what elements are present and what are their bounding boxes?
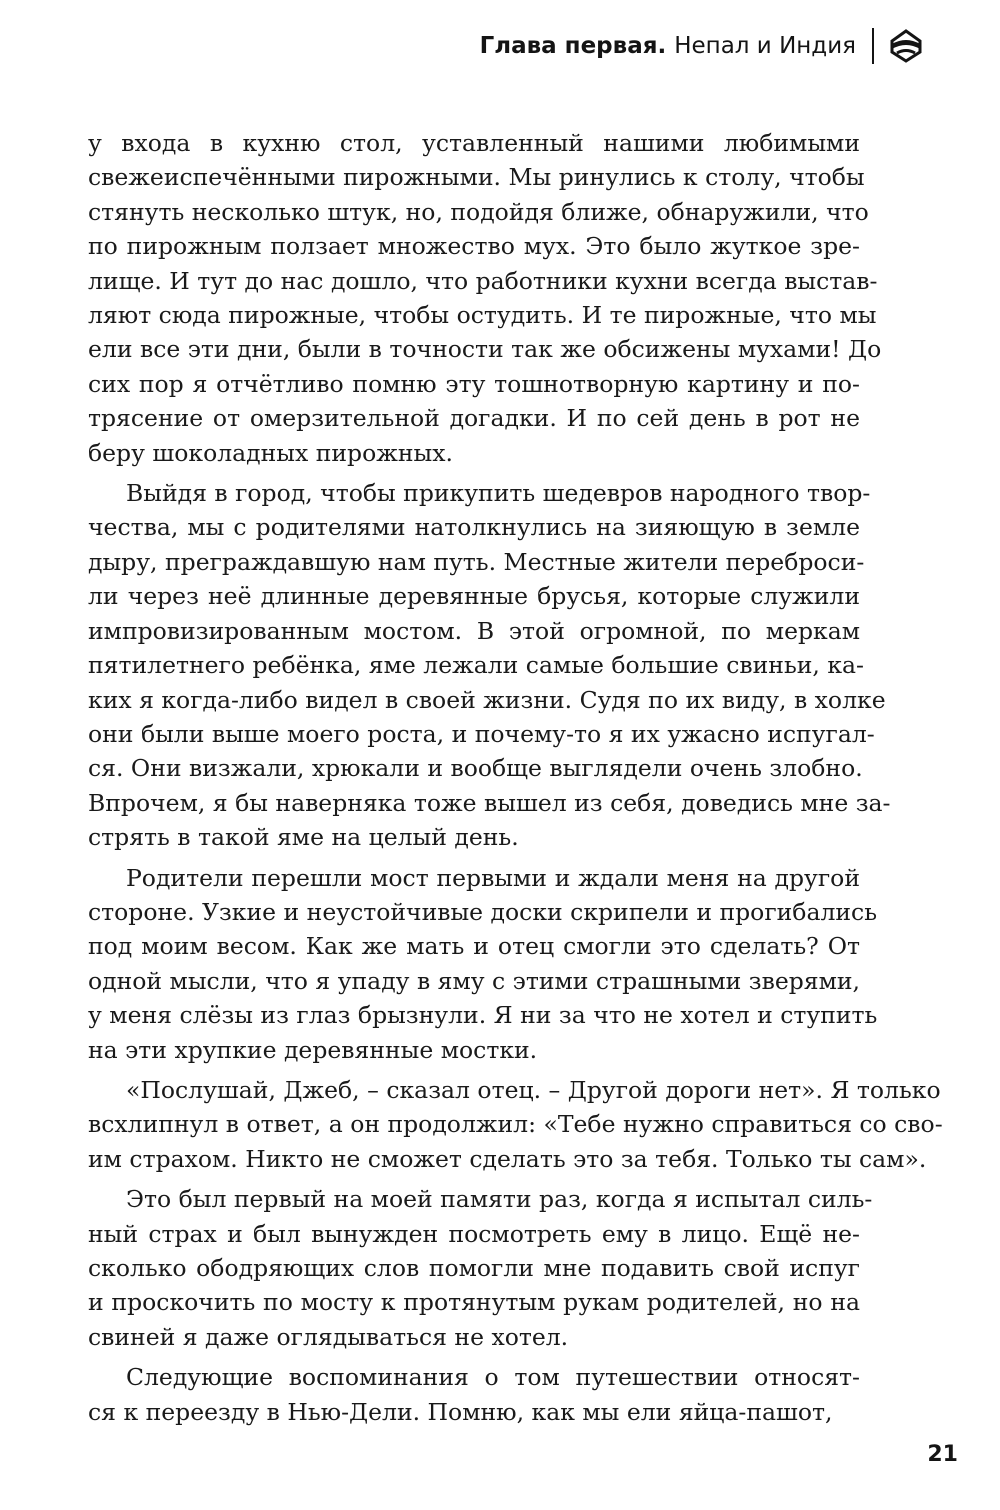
text-line: чества, мы с родителями натолкнулись на зияющую в земле: [88, 513, 860, 542]
publisher-logo-icon: [888, 28, 924, 64]
text-line: Впрочем, я бы наверняка тоже вышел из себя, доведись мне за-: [88, 788, 891, 817]
chapter-title: Непал и Индия: [674, 33, 856, 59]
paragraph: [88, 476, 891, 854]
page-number: 21: [927, 1442, 958, 1467]
paragraph: [88, 1182, 873, 1354]
text-line: ли через неё длинные деревянные брусья, которые служили: [88, 582, 860, 611]
text-line: сколько ободряющих слов помогли мне подавить свой испуг: [88, 1254, 860, 1282]
text-line: свиней я даже оглядываться не хотел.: [88, 1322, 569, 1351]
text-line: у входа в кухню стол, уставленный нашими любимыми: [88, 129, 860, 157]
text-line: по пирожным ползает множество мух. Это было жуткое зре-: [88, 232, 860, 261]
text-line: Родители перешли мост первыми и ждали меня на другой: [126, 863, 860, 892]
text-line: у меня слёзы из глаз брызнули. Я ни за что не хотел и ступить: [88, 1001, 878, 1030]
paragraph: [88, 1360, 860, 1429]
text-line: под моим весом. Как же мать и отец смогли это сделать? От: [88, 932, 860, 961]
text-line: Это был первый на моей памяти раз, когда я испытал силь-: [126, 1185, 873, 1214]
text-line: сих пор я отчётливо помню эту тошнотворную картину и по-: [88, 369, 860, 398]
text-line: беру шоколадных пирожных.: [88, 438, 453, 467]
paragraph: [88, 126, 882, 470]
text-line: они были выше моего роста, и почему-то я их ужасно испугал-: [88, 719, 875, 748]
text-line: всхлипнул в ответ, а он продолжил: «Тебе нужно справиться со сво-: [88, 1110, 943, 1139]
text-line: «Послушай, Джеб, – сказал отец. – Другой дороги нет». Я только: [126, 1075, 941, 1104]
text-line: и проскочить по мосту к протянутым рукам родителей, но на: [88, 1288, 860, 1317]
text-line: ный страх и был вынужден посмотреть ему в лицо. Ещё не-: [88, 1219, 860, 1248]
text-line: лище. И тут до нас дошло, что работники кухни всегда выстав-: [88, 266, 878, 295]
text-line: одной мысли, что я упаду в яму с этими страшными зверями,: [88, 966, 861, 995]
text-line: Выйдя в город, чтобы прикупить шедевров народного твор-: [126, 479, 871, 508]
text-line: ся. Они визжали, хрюкали и вообще выглядели очень злобно.: [88, 754, 863, 783]
text-line: трясение от омерзительной догадки. И по сей день в рот не: [88, 404, 860, 433]
text-line: ся к переезду в Нью-Дели. Помню, как мы ели яйца-пашот,: [88, 1397, 833, 1426]
text-line: стянуть несколько штук, но, подойдя ближе, обнаружили, что: [88, 197, 869, 226]
body-text: [88, 126, 943, 1435]
text-line: на эти хрупкие деревянные мостки.: [88, 1035, 538, 1064]
text-line: свежеиспечёнными пирожными. Мы ринулись к столу, чтобы: [88, 163, 865, 192]
paragraph: [88, 861, 878, 1067]
text-line: ляют сюда пирожные, чтобы остудить. И те пирожные, что мы: [88, 301, 877, 330]
text-line: им страхом. Никто не сможет сделать это за тебя. Только ты сам».: [88, 1144, 927, 1173]
text-line: дыру, преграждавшую нам путь. Местные жители переброси-: [88, 547, 865, 576]
text-line: ких я когда-либо видел в своей жизни. Судя по их виду, в холке: [88, 685, 886, 714]
text-line: стрять в такой яме на целый день.: [88, 823, 519, 852]
text-line: Следующие воспоминания о том путешествии относят-: [126, 1363, 860, 1392]
text-line: ели все эти дни, были в точности так же обсижены мухами! До: [88, 335, 882, 364]
running-header: [480, 28, 924, 64]
text-line: пятилетнего ребёнка, яме лежали самые большие свиньи, ка-: [88, 651, 864, 680]
text-line: импровизированным мостом. В этой огромной, по меркам: [88, 616, 860, 645]
chapter-label: Глава первая.: [479, 33, 667, 59]
text-line: стороне. Узкие и неустойчивые доски скрипели и прогибались: [88, 897, 878, 926]
header-divider: [872, 28, 874, 64]
paragraph: [88, 1073, 943, 1176]
